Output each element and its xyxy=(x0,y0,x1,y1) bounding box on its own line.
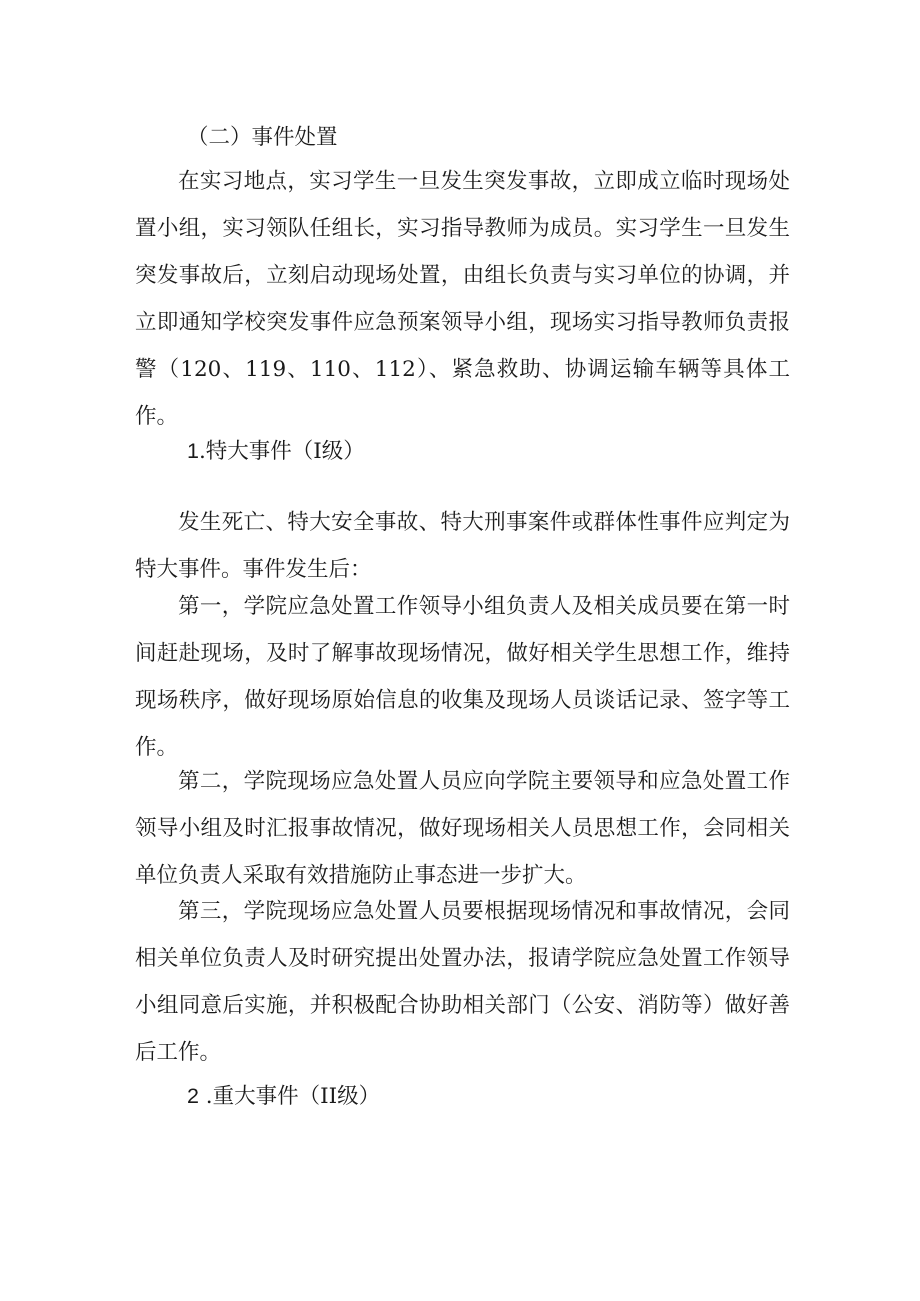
item-1-title: .特大事件（I级） xyxy=(198,439,365,464)
item-1-definition-paragraph: 发生死亡、特大安全事故、特大刑事案件或群体性事件应判定为特大事件。事件发生后： xyxy=(135,510,790,582)
section-heading: （二）事件处置 xyxy=(187,125,338,150)
step-1-paragraph: 第一，学院应急处置工作领导小组负责人及相关成员要在第一时间赶赴现场，及时了解事故现场情况，做好相关学生思想工作，维持现场秩序，做好现场原始信息的收集及现场人员谈话记录、签字等工作。 xyxy=(135,594,790,760)
step-2-paragraph: 第二，学院现场应急处置人员应向学院主要领导和应急处置工作领导小组及时汇报事故情况，做好现场相关人员思想工作，会同相关单位负责人采取有效措施防止事态进一步扩大。 xyxy=(135,769,790,888)
intro-paragraph: 在实习地点，实习学生一旦发生突发事故，立即成立临时现场处置小组，实习领队任组长，实习指导教师为成员。实习学生一旦发生突发事故后，立刻启动现场处置，由组长负责与实习单位的协调，并立即通知学校突发事件应急预案领导小组，现场实习指导教师负责报警（120、119、110、112）、紧急救助、协调运输车辆等具体工作。 xyxy=(135,169,790,429)
item-1-number: 1 xyxy=(187,439,199,463)
item-1-heading xyxy=(187,437,365,466)
item-2-number: 2 xyxy=(187,1084,199,1108)
step-3-paragraph: 第三，学院现场应急处置人员要根据现场情况和事故情况，会同相关单位负责人及时研究提出处置办法，报请学院应急处置工作领导小组同意后实施，并积极配合协助相关部门（公安、消防等）做好善后工作。 xyxy=(135,899,790,1065)
item-2-title: .重大事件（II级） xyxy=(198,1084,381,1109)
item-2-heading xyxy=(187,1082,380,1111)
